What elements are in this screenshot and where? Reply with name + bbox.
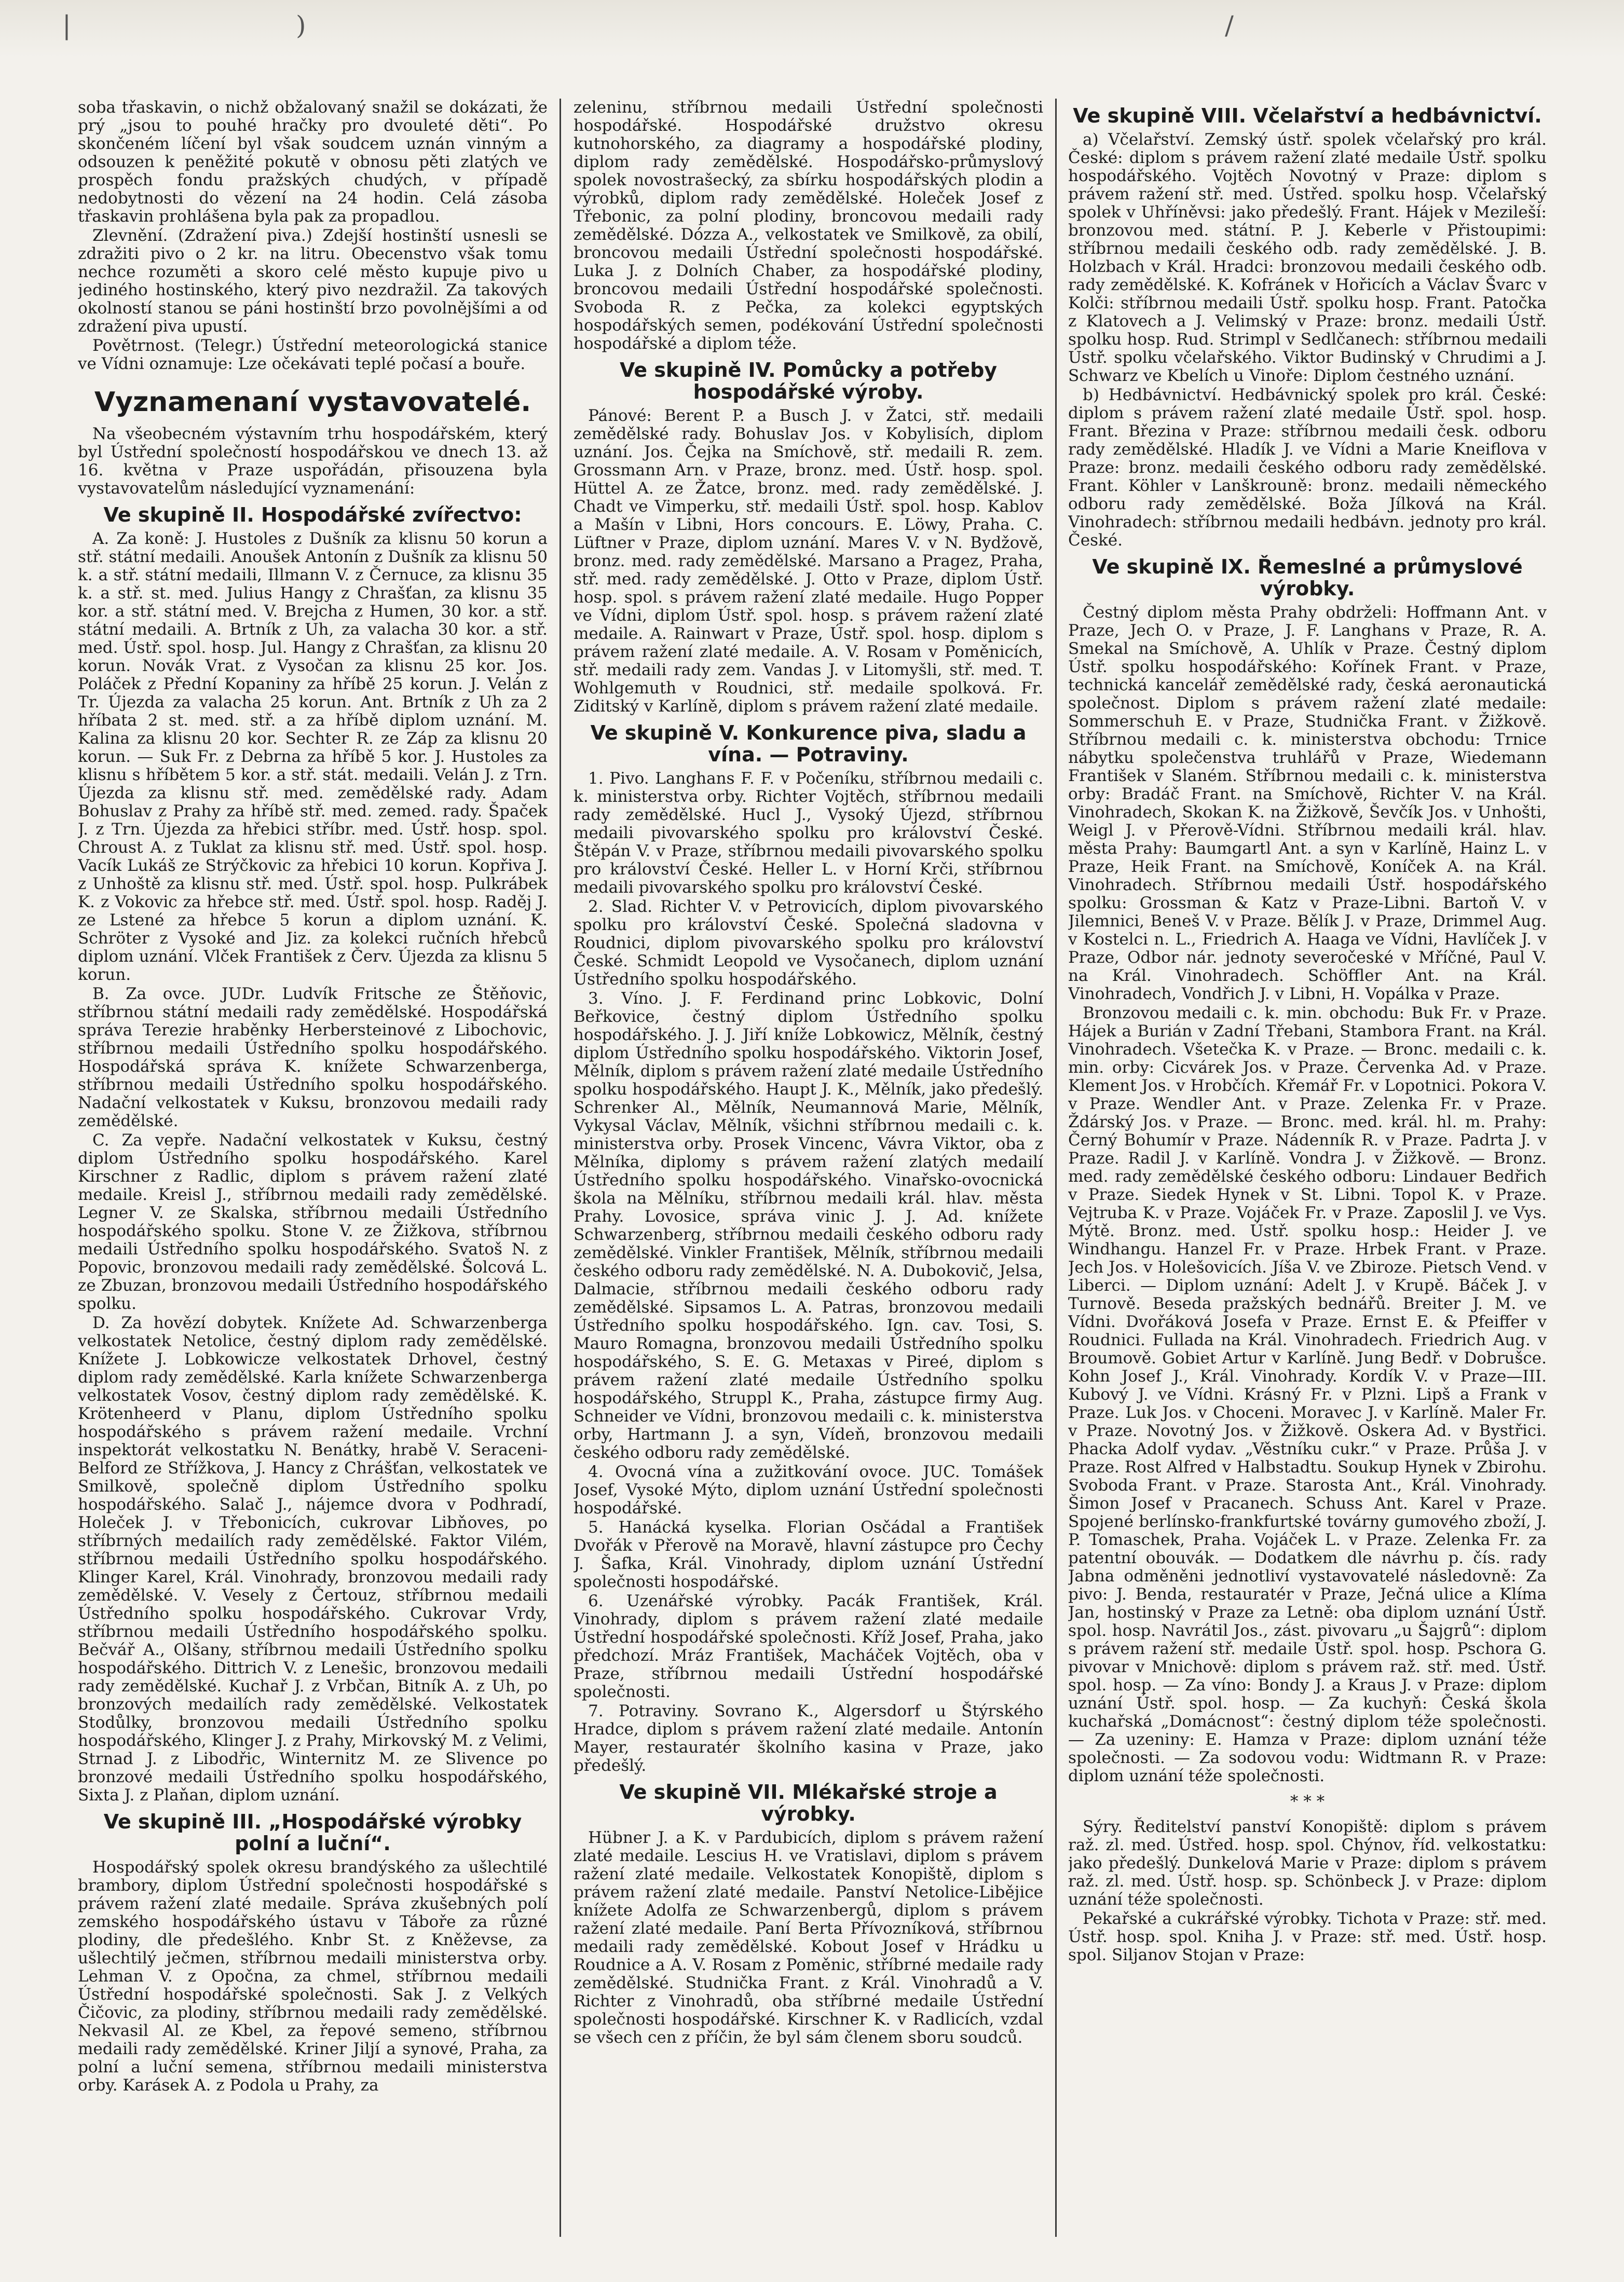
scan-mark-right: / (1225, 10, 1234, 40)
section-separator: * * * (1290, 1792, 1325, 1811)
award-paragraph: D. Za hovězí dobytek. Knížete Ad. Schwarzenberga velkostatek Netolice, čestný diplom rady zemědělské. Knížete J. Lobkowicze velkostatek Drhovel, čestný diplom rady zemědělské. Karla knížete Schwarzenberga velkostatek Vosov, čestný diplom rady zemědělské. K. Krötenheerd v Planu, diplom Ústředního spolku hospodářského s právem ražení medaile. Vrchní inspektorát velkostatku N. Benátky, hrabě V. Seraceni-Belford ze Střížkova, J. Hancy z Chrášťan, velkostatek ve Smilkově, společně diplom Ústředního spolku hospodářského. Salač J., nájemce dvora v Podhradí, Holeček J. v Třebonicích, cukrovar Libňoves, po stříbrných medailích rady zemědělské. Faktor Vilém, stříbrnou medaili Ústředního spolku hospodářského. Klinger Karel, Král. Vinohrady, bronzovou medaili rady zemědělské. V. Vesely z Čertouz, stříbrnou medaili Ústředního spolku hospodářského. Cukrovar Vrdy, stříbrnou medaili Ústředního hospodářského spolku. Bečvář A., Olšany, stříbrnou medaili Ústředního spolku hospodářského. Dittrich V. z Lenešic, bronzovou medaili rady zemědělské. Kuchař J. z Vrbčan, Bitník A. z Uh, po bronzových medailích rady zemědělské. Velkostatek Stodůlky, bronzovou medaili Ústředního spolku hospodářského, Klinger J. z Prahy, Mirkovský M. z Velimi, Strnad J. z Libodřic, Winternitz M. ze Slivence po bronzové medaili Ústředního spolku hospodářského, Sixta J. z Plaňan, diplom uznání. (78, 1314, 548, 1805)
award-paragraph: 6. Uzenářské výrobky. Pacák František, Král. Vinohrady, diplom s právem ražení zlaté medaile Ústřední hospodářské společnosti. Kříž Josef, Praha, jako předchozí. Mráz František, Macháček Vojtěch, oba v Praze, stříbrnou medaili Ústřední hospodářské společnosti. (574, 1592, 1043, 1701)
article-intro: Na všeobecném výstavním trhu hospodářském, který byl Ústřední společností hospodářskou ve dnech 13. až 16. května v Praze uspořádán, přisouzena byla vystavovatelům následující vyznamenání: (78, 425, 548, 498)
award-paragraph: b) Hedbávnictví. Hedbávnický spolek pro král. České: diplom s právem ražení zlaté medaile Ústř. spol. hosp. Frant. Březina v Praze: stříbrnou medaili česk. odboru rady zemědělské. Hladík J. ve Vídni a Marie Kneiflova v Praze: bronz. medaili českého odboru rady zemědělské. Frant. Köhler v Lanškrouně: bronz. medaili německého odboru rady zemědělské. Boža Jílková na Král. Vinohradech: stříbrnou medaili hedbávn. jednoty pro král. České. (1068, 386, 1547, 550)
award-paragraph: Hübner J. a K. v Pardubicích, diplom s právem ražení zlaté medaile. Lescius H. ve Vratislavi, diplom s právem ražení zlaté medaile. Velkostatek Konopiště, diplom s právem ražení zlaté medaile. Panství Netolice-Libějice knížete Adolfa ze Schwarzenbergů, diplom s právem ražení zlaté medaile. Paní Berta Přívozníková, stříbrnou medaili rady zemědělské. Kobout Josef v Hrádku u Roudnice a A. V. Rosam z Poměnic, stříbrné medaile rady zemědělské. Studnička Frant. z Král. Vinohradů a V. Richter z Vinohradů, oba stříbrné medaile Ústřední společnosti hospodářské. Kirschner K. v Radlicích, vzdal se všech cen z příčin, že byl sám členem sboru soudců. (574, 1828, 1043, 2047)
section-heading: Ve skupině VIII. Včelařství a hedbávnictví. (1073, 104, 1542, 127)
scan-mark-left: | (62, 10, 71, 40)
section-heading: Ve skupině VII. Mlékařské stroje a výrobky. (619, 1781, 998, 1825)
column-rule (559, 99, 561, 2237)
award-paragraph: 3. Víno. J. F. Ferdinand princ Lobkovic, Dolní Beřkovice, čestný diplom Ústředního spolku hospodářského. J. J. Jiří kníže Lobkowicz, Mělník, čestný diplom Ústředního spolku hospodářského. Viktorin Josef, Mělník, diplom s právem ražení zlaté medaile Ústředního spolku hospodářského. Haupt J. K., Mělník, jako předešlý. Schrenker Al., Mělník, Neumannová Marie, Mělník, Vykysal Václav, Mělník, všichni stříbrnou medaili c. k. ministerstva orby. Prosek Vincenc, Vávra Viktor, oba z Mělníka, diplomy s právem ražení zlatých medailí Ústředního spolku hospodářského. Vinařsko-ovocnická škola na Mělníku, stříbrnou medaili král. hlav. města Prahy. Lovosice, správa vinic J. J. Ad. knížete Schwarzenberg, stříbrnou medaili českého odboru rady zemědělské. Vinkler František, Mělník, stříbrnou medaili českého odboru rady zemědělské. N. A. Dubokovič, Jelsa, Dalmacie, stříbrnou medaili českého odboru rady zemědělské. Sipsamos L. A. Patras, bronzovou medaili Ústředního spolku hospodářského. Ign. cav. Tosi, S. Mauro Romagna, bronzovou medaili Ústředního spolku hospodářského, S. E. G. Metaxas v Pireé, diplom s právem ražení zlaté medaile Ústředního spolku hospodářského, Struppl K., Praha, zástupce firmy Aug. Schneider ve Vídni, bronzovou medaili c. k. ministerstva orby, Hartmann J. a syn, Vídeň, bronzovou medaili českého odboru rady zemědělské. (574, 989, 1043, 1462)
newspaper-page (78, 99, 1547, 2237)
award-paragraph: Hospodářský spolek okresu brandýského za ušlechtilé brambory, diplom Ústřední společnosti hospodářské s právem ražení zlaté medaile. Správa zkušebných polí zemského hospodářského ústavu v Táboře za různé plodiny, dle předešlého. Knbr St. z Kněževse, za ušlechtilý ječmen, stříbrnou medaili ministerstva orby. Lehman V. z Opočna, za chmel, stříbrnou medaili Ústřední hospodářské společnosti. Sak J. z Velkých Čičovic, za plodiny, stříbrnou medaili rady zemědělské. Nekvasil Al. ze Kbel, za řepové semeno, stříbrnou medaili rady zemědělské. Kriner Jiljí a synové, Praha, za polní a luční semena, stříbrnou medaili ministerstva orby. Karásek A. z Podola u Prahy, za (78, 1858, 548, 2095)
award-paragraph: B. Za ovce. JUDr. Ludvík Fritsche ze Štěňovic, stříbrnou státní medaili rady zemědělské. Hospodářská správa Terezie hraběnky Herbersteinové z Libochovic, stříbrnou medaili Ústředního spolku hospodářského. Hospodářská správa K. knížete Schwarzenberga, stříbrnou medaili Ústředního spolku hospodářského. Nadační velkostatek v Kuksu, bronzovou medaili rady zemědělské. (78, 985, 548, 1130)
scan-mark-mid: ) (296, 10, 306, 40)
award-paragraph: 5. Hanácká kyselka. Florian Osčádal a František Dvořák v Přerově na Moravě, hlavní zástupce pro Čechy J. Šafka, Král. Vinohrady, diplom uznání Ústřední společnosti hospodářské. (574, 1518, 1043, 1591)
section-heading: Ve skupině V. Konkurence piva, sladu a vína. — Potraviny. (590, 721, 1027, 766)
award-paragraph: C. Za vepře. Nadační velkostatek v Kuksu, čestný diplom Ústředního spolku hospodářského. Karel Kirschner z Radlic, diplom s právem ražení zlaté medaile. Kreisl J., stříbrnou medaili rady zemědělské. Legner V. ze Skalska, stříbrnou medaili Ústředního hospodářského spolku. Stone V. ze Žižkova, stříbrnou medaili Ústředního spolku hospodářského. Svatoš N. z Popovic, bronzovou medaili rady zemědělské. Šolcová L. ze Zbuzan, bronzovou medaili Ústředního hospodářského spolku. (78, 1131, 548, 1313)
award-paragraph: 7. Potraviny. Sovrano K., Algersdorf u Štýrského Hradce, diplom s právem ražení zlaté medaile. Antonín Mayer, restauratér školního kasina v Praze, jako předešlý. (574, 1702, 1043, 1775)
news-item-povetrnost: Povětrnost. (Telegr.) Ústřední meteorologická stanice ve Vídni oznamuje: Lze očekávati teplé počasí a bouře. (78, 336, 548, 373)
award-paragraph: Pekařské a cukrářské výrobky. Tichota v Praze: stř. med. Ústř. hosp. spol. Kniha J. v Praze: stř. med. Ústř. hosp. spol. Siljanov Stojan v Praze: (1068, 1909, 1547, 1964)
article-heading: Vyznamenaní vystavovatelé. (94, 387, 531, 418)
award-paragraph: 1. Pivo. Langhans F. F. v Počeníku, stříbrnou medaili c. k. ministerstva orby. Richter Vojtěch, stříbrnou medaili rady zemědělské. Hucl J., Vysoký Újezd, stříbrnou medaili pivovarského spolku pro království České. Štěpán V. v Praze, stříbrnou medaili pivovarského spolku pro království České. Heller L. v Horní Krči, stříbrnou medaili pivovarského spolku pro království České. (574, 769, 1043, 897)
section-heading: Ve skupině III. „Hospodářské výrobky polní a luční“. (103, 1810, 522, 1855)
award-paragraph: A. Za koně: J. Hustoles z Dušník za klisnu 50 korun a stř. státní medaili. Anoušek Antonín z Dušník za klisnu 50 k. a stř. státní medaili, Illmann V. z Černuce, za klisnu 35 k. a stř. st. med. Julius Hangy z Chrašťan, za klisnu 35 kor. a stř. státní med. V. Brejcha z Humen, 30 kor. a stř. státní medaili. A. Brtník z Uh, za valacha 30 kor. a stř. med. Ústř. spol. hosp. Jul. Hangy z Chrašťan, za klisnu 20 korun. Novák Vrat. z Vysočan za klisnu 25 kor. Jos. Poláček z Přední Kopaniny za hříbě 25 korun. J. Velán z Tr. Újezda za valacha 25 korun. Ant. Brtník z Uh za 2 hříbata 2 st. med. stř. a za hříbě diplom uznání. M. Kalina za klisnu 20 kor. Sechter R. ze Záp za klisnu 20 korun. — Suk Fr. z Debrna za hříbě 5 kor. J. Hustoles za klisnu s hříbětem 5 kor. a stř. stát. medaili. Velán J. z Trn. Újezda za klisnu stř. med. zemědělské rady. Adam Bohuslav z Prahy za hříbě stř. med. zemed. rady. Špaček J. z Trn. Újezda za hřebici stříbr. med. Ústř. hosp. spol. Chroust A. z Tuklat za klisnu stř. med. Ústř. spol. hosp. Vacík Lukáš ze Strýčkovic za hřebici 10 korun. Kopřiva J. z Unhoště za klisnu stř. med. Ústř. spol. hosp. Pulkrábek K. z Vokovic za hřebce stř. med. Ústř. spol. hosp. Raděj J. ze Lstené za hřebce 5 korun a diplom uznání. K. Schröter z Vysoké and Jiz. za kolekci ručních hřebců diplom uznání. Vlček František z Červ. Újezda za klisnu 5 korun. (78, 529, 548, 984)
column-3 (1068, 99, 1547, 2237)
scan-edge (0, 0, 1624, 57)
award-paragraph: Čestný diplom města Prahy obdrželi: Hoffmann Ant. v Praze, Jech O. v Praze, J. F. Langhans v Praze, R. A. Smekal na Smíchově, A. Uhlík v Praze. Čestný diplom Ústř. spolku hospodářského: Kořínek Frant. v Praze, technická kancelář zemědělské rady, česká aeronautická společnost. Diplom s právem ražení zlaté medaile: Sommerschuh E. v Praze, Studnička Frant. v Žižkově. Stříbrnou medaili c. k. ministerstva obchodu: Trnice nábytku společenstva truhlářů v Praze, Wiedemann František v Slaném. Stříbrnou medaili c. k. ministerstva orby: Bradáč Frant. na Smíchově, Richter V. na Král. Vinohradech, Skokan K. na Žižkově, Ševčík Jos. v Unhošti, Weigl J. v Přerově-Vídni. Stříbrnou medaili král. hlav. města Prahy: Baumgartl Ant. a syn v Karlíně, Hainz L. v Praze, Heik Frant. na Smíchově, Koníček A. na Král. Vinohradech. Stříbrnou medaili Ústř. hospodářského spolku: Grossman & Katz v Praze-Libni. Bartoň V. v Jilemnici, Beneš V. v Praze. Bělík J. v Praze, Drimmel Aug. v Kostelci n. L., Friedrich A. Haaga ve Vídni, Havlíček J. v Praze, Odbor nár. jednoty severočeské v Mříčné, Paul V. na Král. Vinohradech. Schöffler Ant. na Král. Vinohradech, Vondřich J. v Libni, H. Vopálka v Praze. (1068, 603, 1547, 1003)
column-2 (574, 99, 1043, 2237)
award-paragraph: a) Včelařství. Zemský ústř. spolek včelařský pro král. České: diplom s právem ražení zlaté medaile Ústř. spolku hospodářského. Vojtěch Novotný v Praze: diplom s právem ražení stř. med. Ústřed. spolku hosp. Včelařský spolek v Uhříněvsi: jako předešlý. Frant. Hájek v Mezileší: bronzovou med. státní. P. J. Keberle v Přistoupimi: stříbrnou medaili českého odb. rady zemědělské. J. B. Holzbach v Král. Hradci: bronzovou medaili českého odb. rady zemědělské. K. Kofránek v Hořicích a Václav Švarc v Kolči: stříbrnou medaili Ústř. spolku hosp. Frant. Patočka z Klatovech a J. Velimský v Praze: bronz. medaili Ústř. spolku hosp. Rud. Strimpl v Sedlčanech: stříbrnou medaili Ústř. spolku včelařského. Viktor Budinský v Chrudimi a J. Schwarz ve Kbelích u Vinoře: Diplom čestného uznání. (1068, 130, 1547, 385)
section-heading: Ve skupině IX. Řemeslné a průmyslové výrobky. (1092, 555, 1523, 600)
award-paragraph: 2. Slad. Richter V. v Petrovicích, diplom pivovarského spolku pro království České. Společná sladovna v Roudnici, diplom pivovarského spolku pro království České. Schmidt Leopold ve Vysočanech, diplom uznání Ústředního spolku hospodářského. (574, 897, 1043, 989)
section-heading: Ve skupině IV. Pomůcky a potřeby hospodářské výroby. (619, 359, 998, 403)
award-paragraph: Pánové: Berent P. a Busch J. v Žatci, stř. medaili zemědělské rady. Bohuslav Jos. v Kobylisích, diplom uznání. Jos. Čejka na Smíchově, stř. medaili R. zem. Grossmann Arn. v Praze, bronz. med. Ústř. hosp. spol. Hüttel A. ze Žatce, bronz. med. rady zemědělské. J. Chadt ve Vimperku, stř. medaili Ústř. spol. hosp. Kablov a Mašín v Libni, Hors concours. E. Löwy, Praha. C. Lüftner v Praze, diplom uznání. Mares V. v N. Bydžově, bronz. med. rady zemědělské. Marsano a Pragez, Praha, stř. med. rady zemědělské. J. Otto v Praze, diplom Ústř. hosp. spol. s právem ražení zlaté medaile. Hugo Popper ve Vídni, diplom Ústř. spol. hosp. s právem ražení zlaté medaile. A. Rainwart v Praze, Ústř. spol. hosp. diplom s právem ražení zlaté medaile. A. V. Rosam v Poměnicích, stř. medaili rady zem. Vandas J. v Litomyšli, stř. med. T. Wohlgemuth v Roudnici, stř. medaile spolková. Fr. Ziditský v Karlíně, diplom s právem ražení zlaté medaile. (574, 406, 1043, 716)
award-paragraph: Sýry. Ředitelství panství Konopiště: diplom s právem raž. zl. med. Ústřed. hosp. spol. Chýnov, říd. velkostatku: jako předešlý. Dunkelová Marie v Praze: diplom s právem raž. zl. med. Ústř. hosp. sp. Schönbeck J. v Praze: diplom uznání téže společnosti. (1068, 1818, 1547, 1909)
award-paragraph: zeleninu, stříbrnou medaili Ústřední společnosti hospodářské. Hospodářské družstvo okresu kutnohorského, za diagramy a hospodářské plodiny, diplom rady zemědělské. Hospodářsko-průmyslový spolek novostrašecký, za sbírku hospodářských plodin a výrobků, diplom rady zemědělské. Holeček Josef z Třebonic, za polní plodiny, broncovou medaili rady zemědělské. Dózza A., velkostatek ve Smilkově, za obilí, broncovou medaili Ústřední společnosti hospodářské. Luka J. z Dolních Chaber, za hospodářské plodiny, broncovou medaili Ústřední hospodářské společnosti. Svoboda R. z Pečka, za kolekci egyptských hospodářských semen, podékování Ústřední společnosti hospodářské a diplom téže. (574, 99, 1043, 353)
award-paragraph: 4. Ovocná vína a zužitkování ovoce. JUC. Tomášek Josef, Vysoké Mýto, diplom uznání Ústřední společnosti hospodářské. (574, 1463, 1043, 1518)
news-item-zlevneni: Zlevnění. (Zdražení piva.) Zdejší hostinští usnesli se zdražiti pivo o 2 kr. na litru. Obecenstvo však tomu nechce rozuměti a skoro celé město kupuje pivo u jediného hostinského, který pivo nezdražil. Za takových okolností stanou se páni hostinští brzo povolnějšími a od zdražení piva upustí. (78, 226, 548, 336)
section-heading: Ve skupině II. Hospodářské zvířectvo: (103, 503, 522, 526)
column-rule (1055, 99, 1057, 2237)
article-paragraph: soba třaskavin, o nichž obžalovaný snažil se dokázati, že prý „jsou to pouhé hračky pro dvouleté děti“. Po skončeném líčení byl však soudcem uznán vinným a odsouzen k peněžité pokutě v obnosu pěti zlatých ve prospěch fondu pražských chudých, v případě nedobytnosti do vězení na 24 hodin. Celá zásoba třaskavin prohlášena byla pak za propadlou. (78, 99, 548, 226)
column-1 (78, 99, 548, 2237)
award-paragraph: Bronzovou medaili c. k. min. obchodu: Buk Fr. v Praze. Hájek a Burián v Zadní Třebani, Stambora Frant. na Král. Vinohradech. Všetečka K. v Praze. — Bronc. medaili c. k. min. orby: Cicvárek Jos. v Praze. Červenka Ad. v Praze. Klement Jos. v Hrobčích. Křemář Fr. v Lopotnici. Pokora V. v Praze. Wendler Ant. v Praze. Zelenka Fr. v Praze. Ždárský Jos. v Praze. — Bronc. med. král. hl. m. Prahy: Černý Bohumír v Praze. Nádenník R. v Praze. Padrta J. v Praze. Radil J. v Karlíně. Vondra J. v Žižkově. — Bronz. med. rady zemědělské českého odboru: Lindauer Bedřich v Praze. Siedek Hynek v St. Libni. Topol K. v Praze. Vejtruba K. v Praze. Vojáček Fr. v Praze. Zaposlil J. ve Vys. Mýtě. Bronz. med. Ústř. spolku hosp.: Heider J. ve Windhangu. Hanzel Fr. v Praze. Hrbek Frant. v Praze. Jech Jos. v Holešovicích. Jíša V. ve Zbiroze. Pietsch Vend. v Liberci. — Diplom uznání: Adelt J. v Krupě. Báček J. v Turnově. Beseda pražských bednářů. Breiter J. M. ve Vídni. Dvořáková Josefa v Praze. Ernst E. & Pfeiffer v Roudnici. Fullada na Král. Vinohradech. Friedrich Aug. v Broumově. Gobiet Artur v Karlíně. Jung Bedř. v Dobrušce. Kohn Josef J., Král. Vinohrady. Kordík V. v Praze—III. Kubový J. ve Vídni. Krásný Fr. v Plzni. Lipš a Frank v Praze. Luk Jos. v Choceni. Moravec J. v Karlíně. Maler Fr. v Praze. Novotný Jos. v Žižkově. Oskera Ad. v Bystřici. Phacka Adolf vydav. „Věstníku cukr.“ v Praze. Průša J. v Praze. Rost Alfred v Halbstadtu. Soukup Hynek v Zbirohu. Svoboda Frant. v Praze. Starosta Ant., Král. Vinohrady. Šimon Josef v Pracanech. Schuss Ant. Karel v Praze. Spojené berlínsko-frankfurtské továrny gumového zboží, J. P. Tomaschek, Praha. Vojáček L. v Praze. Zelenka Fr. za patentní obouvák. — Dodatkem dle návrhu p. čís. rady Jabna odměněni jednotliví vystavovatelé následovně: Za pivo: J. Benda, restauratér v Praze, Ječná ulice a Klíma Jan, hostinský v Praze za Letně: oba diplom uznání Ústř. spol. hosp. Navrátil Jos., zást. pivovaru „u Šajgrů“: diplom s právem ražení stř. medaile Ústř. spol. hosp. Pschora G. pivovar v Mnichově: diplom s právem raž. stř. med. Ústř. spol. hosp. — Za víno: Bondy J. a Kraus J. v Praze: diplom uznání Ústř. spol. hosp. — Za kuchyň: Česká škola kuchařská „Domácnost“: čestný diplom téže společnosti. — Za uzeniny: E. Hamza v Praze: diplom uznání téže společnosti. — Za sodovou vodu: Widtmann R. v Praze: diplom uznání téže společnosti. (1068, 1004, 1547, 1785)
